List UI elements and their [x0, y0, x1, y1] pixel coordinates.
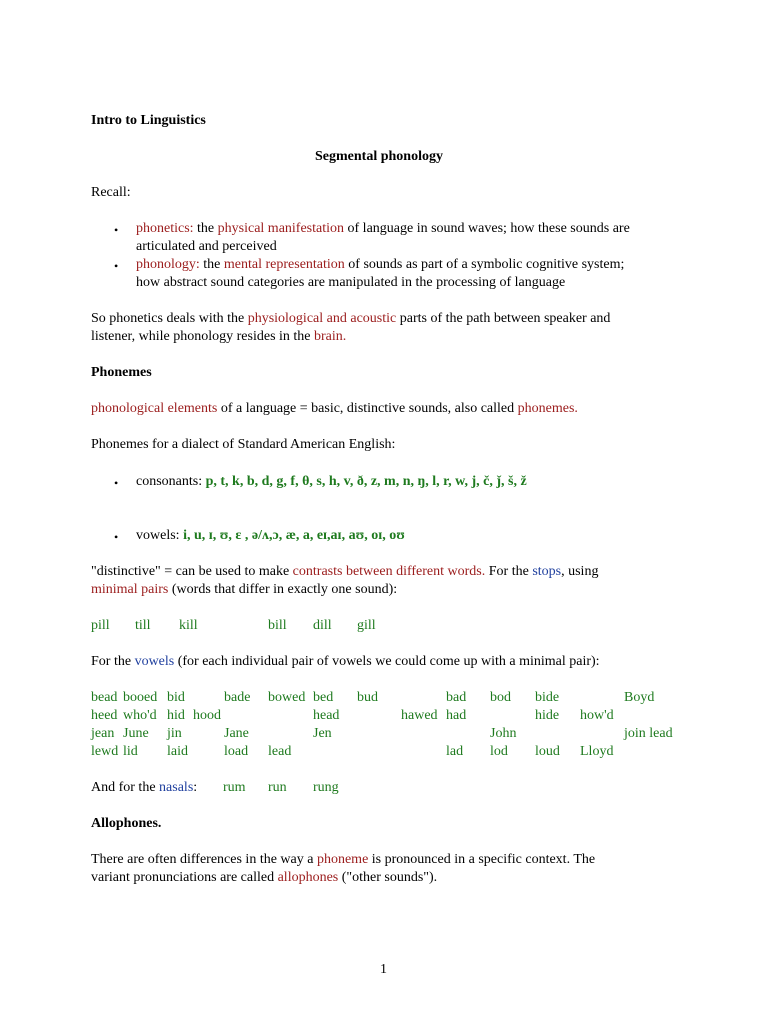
vowel-pair-word: bid	[167, 690, 185, 705]
minimal-pair-word: gill	[357, 618, 376, 633]
key-allophones: allophones	[277, 870, 339, 885]
bullet-icon: •	[114, 476, 119, 490]
def-phonology-line2: how abstract sound categories are manipulated in the processing of language	[136, 275, 566, 290]
key-nasals: nasals	[159, 780, 194, 795]
key-phonemes: phonemes.	[517, 401, 578, 416]
nasal-pair-word: run	[268, 780, 287, 795]
vowel-pair-word: lid	[123, 744, 138, 759]
para-vowels	[91, 653, 600, 671]
vowel-pair-word: hood	[193, 708, 221, 723]
vowel-pair-word: bowed	[268, 690, 306, 705]
para-physiological-line2	[91, 328, 346, 346]
vowel-pair-word: heed	[91, 708, 118, 723]
text: listener, while phonology resides in the	[91, 329, 315, 344]
def-phonetics-line2: articulated and perceived	[136, 239, 277, 254]
vowel-pair-word: bad	[446, 690, 467, 705]
text: of sounds as part of a symbolic cognitive system;	[344, 257, 625, 272]
para-distinctive-line2	[91, 581, 397, 599]
vowel-pair-word: loud	[535, 744, 560, 759]
consonants-list: p, t, k, b, d, g, f, θ, s, h, v, ð, z, m, n, ŋ, l, r, w, j, č, ǰ, š, ž	[205, 474, 527, 489]
bullet-icon: •	[114, 530, 119, 544]
vowels-line	[136, 527, 405, 545]
course-title: Intro to Linguistics	[91, 113, 206, 128]
vowel-pair-word: hid	[167, 708, 185, 723]
text: parts of the path between speaker and	[396, 311, 611, 326]
key-vowels: vowels	[134, 654, 175, 669]
vowel-pair-word: lead	[268, 744, 292, 759]
page-number: 1	[380, 962, 387, 977]
key-stops: stops	[532, 564, 562, 579]
para-nasals	[91, 779, 197, 797]
section-title: Segmental phonology	[315, 149, 443, 164]
vowel-pair-word: bade	[224, 690, 251, 705]
key-phonological-elements: phonological elements	[91, 401, 218, 416]
text: So phonetics deals with the	[91, 311, 248, 326]
nasal-pair-word: rum	[223, 780, 246, 795]
def-phonology-line1	[136, 256, 624, 274]
nasal-pair-word: rung	[313, 780, 339, 795]
para-physiological-line1	[91, 310, 610, 328]
vowel-pair-word: bed	[313, 690, 334, 705]
text: There are often differences in the way a	[91, 852, 317, 867]
term-phonology: phonology:	[136, 257, 200, 272]
text: the	[193, 221, 218, 236]
text: , using	[561, 564, 599, 579]
phonemes-heading: Phonemes	[91, 365, 152, 380]
vowel-pair-word: who'd	[123, 708, 157, 723]
vowel-pair-word: jin	[167, 726, 182, 741]
minimal-pair-word: bill	[268, 618, 287, 633]
text: of a language = basic, distinctive sounds, also called	[217, 401, 518, 416]
vowel-pair-word: bud	[357, 690, 378, 705]
term-phonetics: phonetics:	[136, 221, 194, 236]
minimal-pair-word: till	[135, 618, 151, 633]
minimal-pair-word: pill	[91, 618, 110, 633]
vowel-pair-word: head	[313, 708, 340, 723]
para-allophones-line1	[91, 851, 595, 869]
key-physical-manifestation: physical manifestation	[217, 221, 345, 236]
recall-label: Recall:	[91, 185, 131, 200]
text: (words that differ in exactly one sound):	[168, 582, 398, 597]
text: is pronounced in a specific context. The	[368, 852, 596, 867]
text: the	[199, 257, 224, 272]
vowels-label: vowels:	[136, 528, 184, 543]
vowel-pair-word: John	[490, 726, 517, 741]
vowel-pair-word: Jen	[313, 726, 332, 741]
vowel-pair-word: how'd	[580, 708, 614, 723]
vowel-pair-word: hawed	[401, 708, 438, 723]
vowels-list: i, u, ɪ, ʊ, ɛ , ə/ʌ,ɔ, æ, a, eɪ,aɪ, aʊ, oɪ, oʊ	[183, 528, 405, 543]
para-dialect: Phonemes for a dialect of Standard American English:	[91, 437, 396, 452]
bullet-icon: •	[114, 259, 119, 273]
vowel-pair-word: load	[224, 744, 249, 759]
text: :	[193, 780, 198, 795]
text: (for each individual pair of vowels we could come up with a minimal pair):	[174, 654, 600, 669]
allophones-heading: Allophones.	[91, 816, 162, 831]
vowel-pair-word: laid	[167, 744, 188, 759]
text: "distinctive" = can be used to make	[91, 564, 293, 579]
vowel-pair-word: booed	[123, 690, 158, 705]
vowel-pair-word: join lead	[624, 726, 673, 741]
key-minimal-pairs: minimal pairs	[91, 582, 169, 597]
consonants-line	[136, 473, 527, 491]
key-brain: brain.	[314, 329, 347, 344]
text: For the	[485, 564, 533, 579]
text: For the	[91, 654, 135, 669]
vowel-pair-word: bead	[91, 690, 118, 705]
vowel-pair-word: bod	[490, 690, 511, 705]
vowel-pair-word: lad	[446, 744, 464, 759]
vowel-pair-word: Boyd	[624, 690, 655, 705]
text: of language in sound waves; how these sounds are	[344, 221, 630, 236]
key-physiological-acoustic: physiological and acoustic	[247, 311, 397, 326]
key-phoneme: phoneme	[316, 852, 369, 867]
consonants-label: consonants:	[136, 474, 206, 489]
text: And for the	[91, 780, 160, 795]
vowel-pair-word: bide	[535, 690, 560, 705]
vowel-pair-word: lod	[490, 744, 508, 759]
bullet-icon: •	[114, 223, 119, 237]
def-phonetics-line1	[136, 220, 630, 238]
minimal-pair-word: dill	[313, 618, 332, 633]
vowel-pair-word: lewd	[91, 744, 119, 759]
text: ("other sounds").	[338, 870, 438, 885]
para-phonological-elements	[91, 400, 578, 418]
vowel-pair-word: jean	[91, 726, 115, 741]
vowel-pair-word: hide	[535, 708, 560, 723]
vowel-pair-word: Lloyd	[580, 744, 614, 759]
key-mental-representation: mental representation	[223, 257, 345, 272]
vowel-pair-word: June	[123, 726, 149, 741]
text: variant pronunciations are called	[91, 870, 278, 885]
para-distinctive-line1	[91, 563, 598, 581]
minimal-pair-word: kill	[179, 618, 198, 633]
vowel-pair-word: Jane	[224, 726, 249, 741]
key-contrasts: contrasts between different words.	[292, 564, 486, 579]
vowel-pair-word: had	[446, 708, 467, 723]
para-allophones-line2	[91, 869, 437, 887]
